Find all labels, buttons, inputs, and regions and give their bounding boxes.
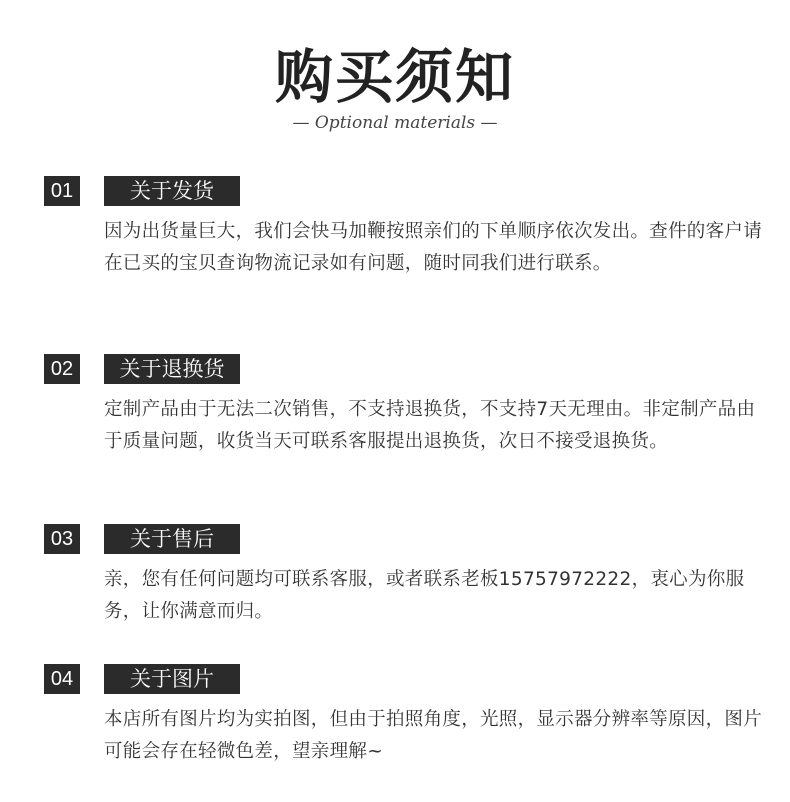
section-heading: 关于售后: [104, 524, 240, 554]
section-number: 02: [44, 354, 80, 384]
section-number: 03: [44, 524, 80, 554]
section-text: 定制产品由于无法二次销售，不支持退换货，不支持7天无理由。非定制产品由于质量问题，收货当天可联系客服提出退换货，次日不接受退换货。: [104, 399, 756, 452]
section-number: 01: [44, 176, 80, 206]
page-title: 购买须知: [274, 43, 515, 111]
section-text: 因为出货量巨大，我们会快马加鞭按照亲们的下单顺序依次发出。查件的客户请在已买的宝贝查询物流记录如有问题，随时同我们进行联系。: [104, 221, 763, 274]
section-number: 04: [44, 664, 80, 694]
section-text: 亲，您有任何问题均可联系客服，或者联系老板15757972222，衷心为你服务，让你满意而归。: [104, 569, 745, 622]
page-subtitle: — Optional materials —: [292, 113, 498, 133]
section-heading: 关于图片: [104, 664, 240, 694]
section-text: 本店所有图片均为实拍图，但由于拍照角度，光照，显示器分辨率等原因，图片可能会存在轻微色差，望亲理解~: [104, 709, 763, 762]
section-heading: 关于退换货: [104, 354, 240, 384]
section-heading: 关于发货: [104, 176, 240, 206]
